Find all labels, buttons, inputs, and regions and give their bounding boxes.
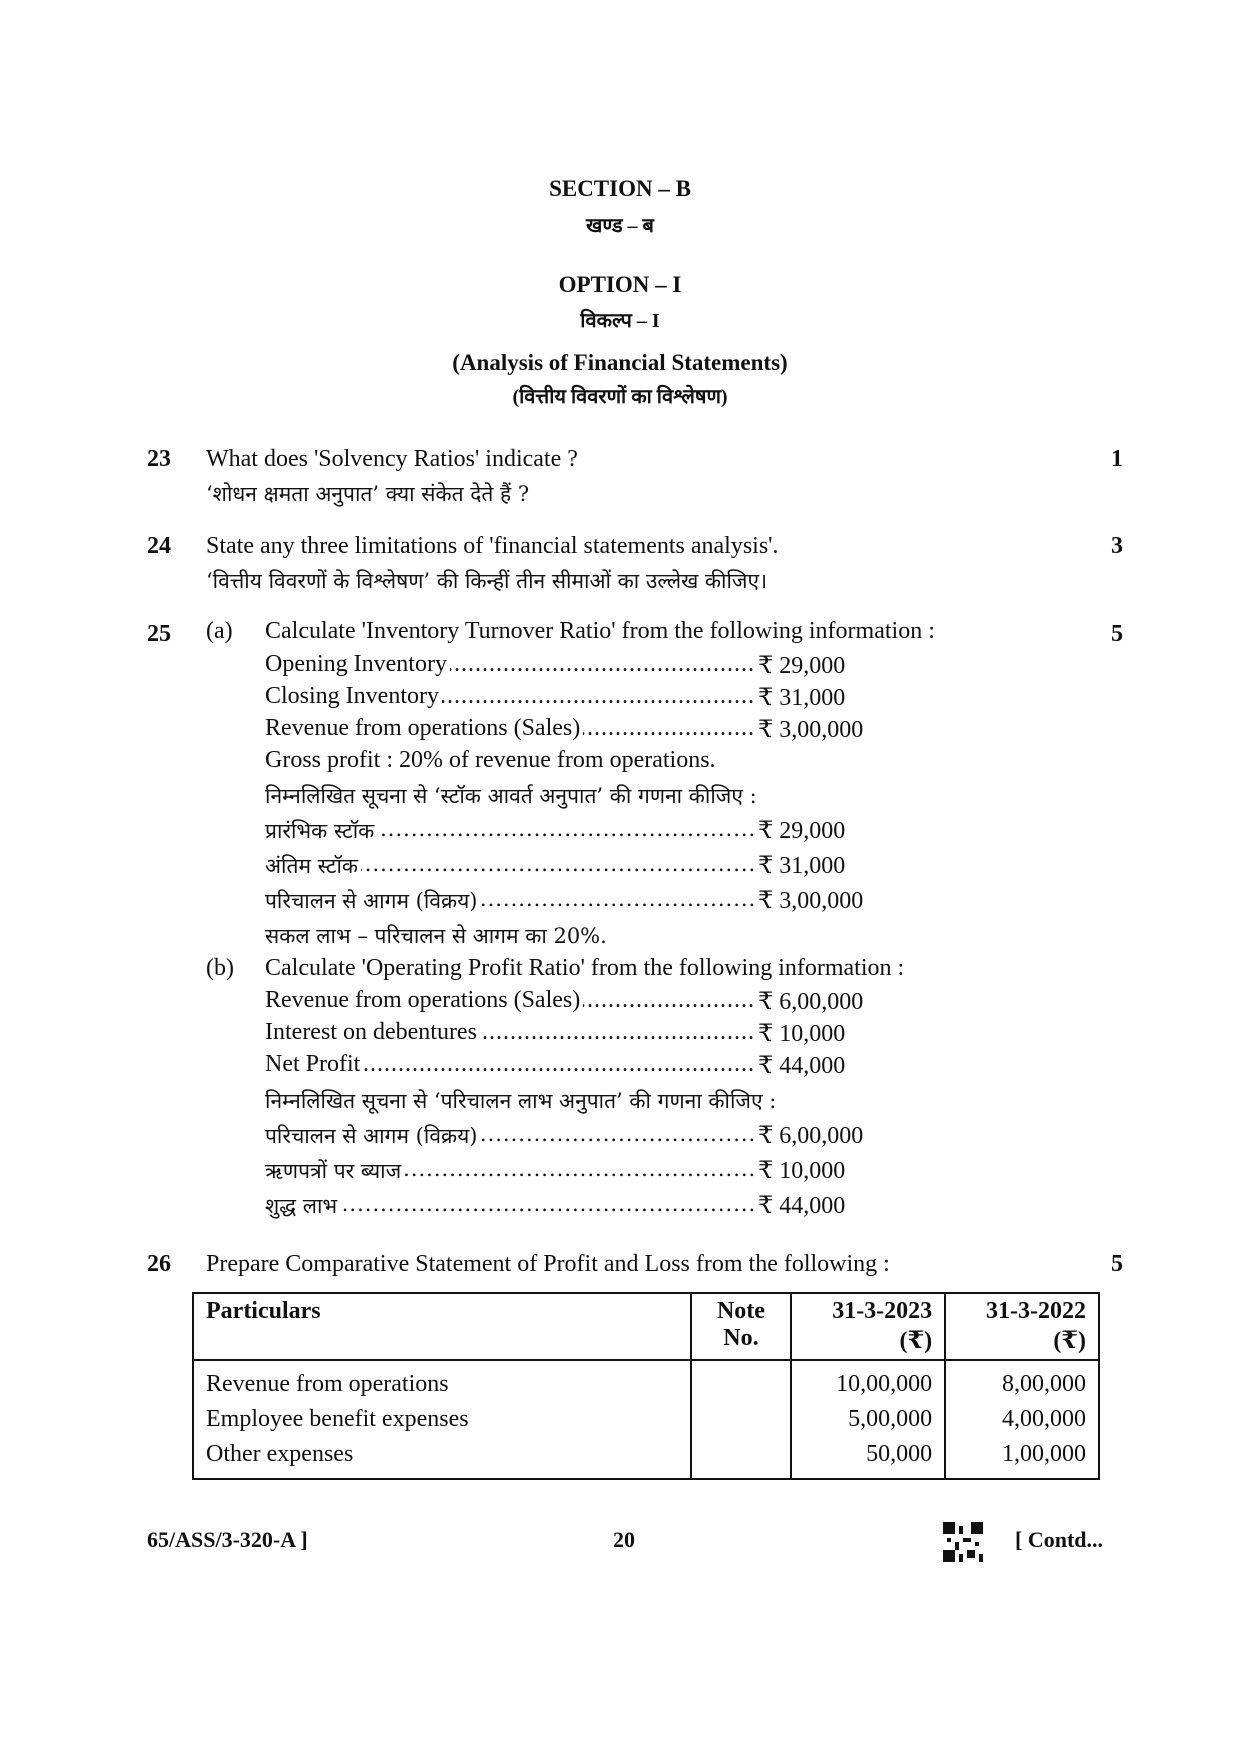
question-23-marks: 1 [1111,446,1123,472]
info-item-hindi: ऋणपत्रों पर ब्याज ..... [265,1157,760,1185]
column-header: 31-3-2022 (₹) [945,1293,1099,1360]
section-heading: SECTION – B [549,176,691,201]
question-26-text: Prepare Comparative Statement of Profit and Loss from the following : [206,1251,890,1277]
question-25a-note-hindi: सकल लाभ – परिचालन से आगम का 20%. [265,924,607,948]
table-cell: 1,00,000 [945,1437,1099,1479]
info-amount: ₹ 29,000 [755,816,845,845]
question-24-marks: 3 [1111,533,1123,559]
info-amount: ₹ 29,000 [755,651,845,680]
qr-code-icon [943,1522,983,1562]
info-item: Revenue from operations (Sales) ..... [265,987,760,1014]
table-row [193,1437,1099,1479]
question-25b-text: Calculate 'Operating Profit Ratio' from the following information : [265,955,905,981]
question-25a-note: Gross profit : 20% of revenue from operations. [265,747,716,773]
table-cell [691,1402,791,1437]
info-amount: ₹ 44,000 [755,1191,845,1220]
topic-heading-hindi: (वित्तीय विवरणों का विश्लेषण) [512,386,728,408]
section-heading-hindi: खण्ड – ब [586,215,654,237]
continued-label: [ Contd... [1015,1527,1104,1552]
question-26-marks: 5 [1111,1251,1123,1277]
info-amount: ₹ 10,000 [755,1156,845,1185]
topic-heading: (Analysis of Financial Statements) [452,350,788,375]
info-item-hindi: प्रारंभिक स्टॉक ..... [265,817,760,845]
table-cell: 4,00,000 [945,1402,1099,1437]
paper-code: 65/ASS/3-320-A ] [147,1527,308,1552]
info-amount: ₹ 3,00,000 [755,715,863,744]
question-25a-text: Calculate 'Inventory Turnover Ratio' from the following information : [265,618,935,644]
column-header: Particulars [193,1293,691,1360]
info-item: Revenue from operations (Sales) ..... [265,715,760,742]
table-row [193,1360,1099,1402]
question-number-25: 25 [147,621,171,647]
table-header-row [193,1293,1099,1360]
info-amount: ₹ 6,00,000 [755,1121,863,1150]
question-25-marks: 5 [1111,621,1123,647]
question-23-text-hindi: ‘शोधन क्षमता अनुपात’ क्या संकेत देते हैं ? [206,482,530,506]
table-cell: Other expenses [193,1437,691,1479]
info-item-hindi: शुद्ध लाभ ..... [265,1192,760,1220]
info-amount: ₹ 44,000 [755,1051,845,1080]
info-amount: ₹ 6,00,000 [755,987,863,1016]
info-item-hindi: परिचालन से आगम (विक्रय) ..... [265,887,760,915]
info-item: Opening Inventory ..... [265,651,760,678]
question-25a-text-hindi: निम्नलिखित सूचना से ‘स्टॉक आवर्त अनुपात’ की गणना कीजिए : [265,784,757,808]
question-24-text-hindi: ‘वित्तीय विवरणों के विश्लेषण’ की किन्हीं तीन सीमाओं का उल्लेख कीजिए। [206,569,768,593]
question-23-text: What does 'Solvency Ratios' indicate ? [206,446,578,472]
table-cell: 5,00,000 [791,1402,945,1437]
table-cell: Employee benefit expenses [193,1402,691,1437]
info-item-hindi: परिचालन से आगम (विक्रय) ..... [265,1122,760,1150]
table-cell: 8,00,000 [945,1360,1099,1402]
option-heading-hindi: विकल्प – I [580,310,660,332]
info-amount: ₹ 31,000 [755,683,845,712]
info-item: Net Profit ..... [265,1051,760,1078]
table-cell [691,1437,791,1479]
table-cell: 10,00,000 [791,1360,945,1402]
question-24-text: State any three limitations of 'financial statements analysis'. [206,533,779,559]
question-number-24: 24 [147,533,171,559]
question-number-26: 26 [147,1251,171,1277]
table-cell: Revenue from operations [193,1360,691,1402]
info-item: Interest on debentures ..... [265,1019,760,1046]
question-25a-label: (a) [206,618,233,644]
column-header: 31-3-2023 (₹) [791,1293,945,1360]
table-cell: 50,000 [791,1437,945,1479]
info-item-hindi: अंतिम स्टॉक ..... [265,852,760,880]
info-amount: ₹ 10,000 [755,1019,845,1048]
question-25b-text-hindi: निम्नलिखित सूचना से ‘परिचालन लाभ अनुपात’ की गणना कीजिए : [265,1089,777,1113]
table-cell [691,1360,791,1402]
table-row [193,1402,1099,1437]
column-header: Note No. [691,1293,791,1360]
info-item: Closing Inventory ..... [265,683,760,710]
info-amount: ₹ 3,00,000 [755,886,863,915]
profit-loss-table [192,1292,1100,1480]
option-heading: OPTION – I [558,272,682,297]
page-number: 20 [613,1527,635,1552]
question-number-23: 23 [147,446,171,472]
question-25b-label: (b) [206,955,234,981]
info-amount: ₹ 31,000 [755,851,845,880]
